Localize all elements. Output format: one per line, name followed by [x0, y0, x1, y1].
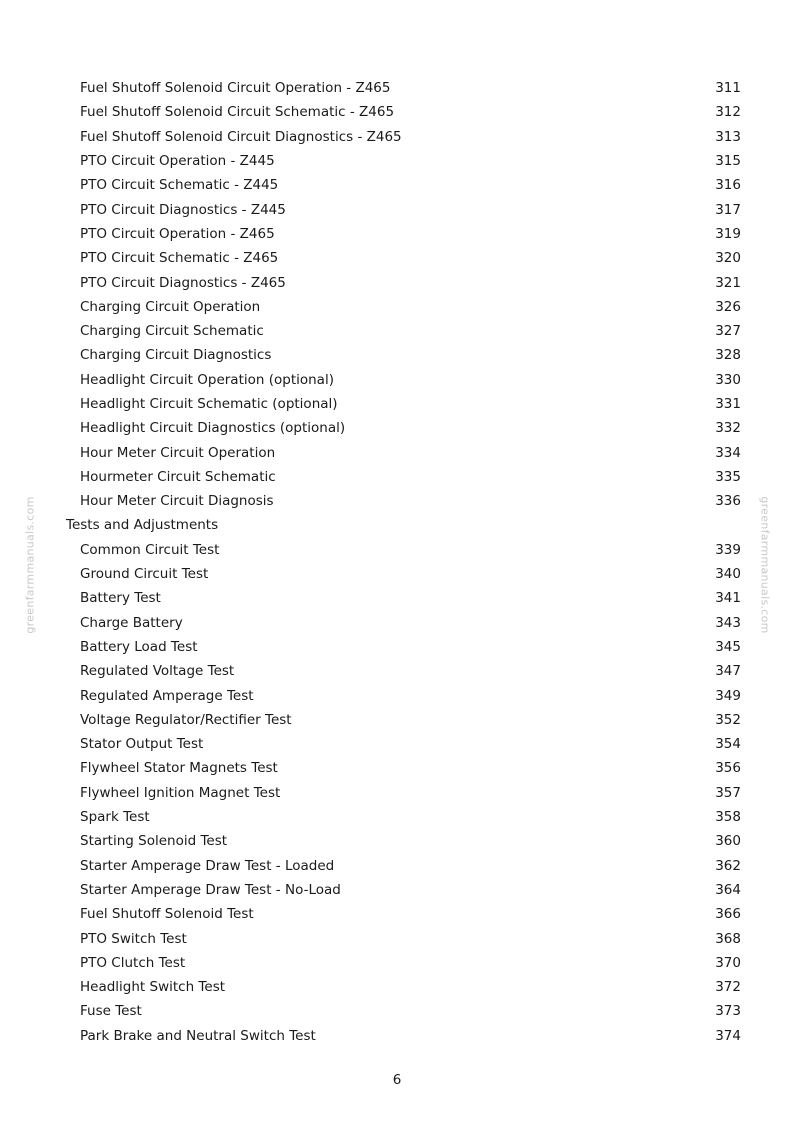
watermark-right: greenfarmmanuals.com [758, 496, 772, 634]
toc-entry-page: 341 [715, 590, 741, 607]
toc-entry-page: 370 [715, 954, 741, 971]
toc-entry[interactable] [0, 197, 794, 221]
toc-entry[interactable] [0, 270, 794, 294]
toc-entry-title: Charging Circuit Diagnostics [80, 347, 272, 364]
toc-entry-page: 339 [715, 541, 741, 558]
toc-entry-title: PTO Circuit Operation - Z445 [80, 153, 275, 170]
toc-entry-title: PTO Circuit Schematic - Z465 [80, 250, 279, 267]
toc-entry[interactable] [0, 829, 794, 853]
toc-entry-page: 332 [715, 420, 741, 437]
toc-entry-title: Starter Amperage Draw Test - Loaded [80, 857, 335, 874]
toc-entry-page: 358 [715, 809, 741, 826]
toc-entry-title: Hour Meter Circuit Diagnosis [80, 493, 274, 510]
toc-entry-page: 336 [715, 493, 741, 510]
toc-entry[interactable] [0, 732, 794, 756]
toc-entry[interactable] [0, 683, 794, 707]
toc-entry-page: 343 [715, 614, 741, 631]
toc-entry-page: 362 [715, 857, 741, 874]
toc-entry-page: 315 [715, 153, 741, 170]
toc-entry-title: PTO Circuit Diagnostics - Z445 [80, 201, 286, 218]
toc-entry-title: Fuel Shutoff Solenoid Test [80, 906, 254, 923]
toc-entry-page: 327 [715, 323, 741, 340]
toc-entry-title: Common Circuit Test [80, 541, 220, 558]
toc-entry[interactable] [0, 125, 794, 149]
toc-entry-title: PTO Clutch Test [80, 954, 186, 971]
toc-entry-page: 352 [715, 711, 741, 728]
toc-entry[interactable] [0, 440, 794, 464]
toc-entry[interactable] [0, 611, 794, 635]
toc-entry[interactable] [0, 538, 794, 562]
toc-entry[interactable] [0, 76, 794, 100]
toc-entry-title: Battery Test [80, 590, 161, 607]
toc-entry-title: Hourmeter Circuit Schematic [80, 468, 276, 485]
toc-section-heading [0, 513, 794, 537]
toc-entry-title: PTO Circuit Schematic - Z445 [80, 177, 279, 194]
toc-entry-title: Headlight Circuit Diagnostics (optional) [80, 420, 346, 437]
toc-entry-title: Starter Amperage Draw Test - No-Load [80, 881, 341, 898]
toc-entry[interactable] [0, 756, 794, 780]
toc-entry[interactable] [0, 562, 794, 586]
toc-entry[interactable] [0, 805, 794, 829]
toc-entry[interactable] [0, 1024, 794, 1048]
toc-entry-page: 374 [715, 1027, 741, 1044]
toc-entry-page: 360 [715, 833, 741, 850]
toc-entry[interactable] [0, 951, 794, 975]
toc-entry-title: PTO Switch Test [80, 930, 187, 947]
toc-entry[interactable] [0, 708, 794, 732]
toc-entry-page: 354 [715, 736, 741, 753]
toc-entry[interactable] [0, 854, 794, 878]
toc-entry-page: 326 [715, 298, 741, 315]
toc-entry-page: 319 [715, 225, 741, 242]
toc-entry[interactable] [0, 999, 794, 1023]
toc-entry-title: Spark Test [80, 809, 150, 826]
toc-entry-page: 321 [715, 274, 741, 291]
toc-entry-title: Tests and Adjustments [66, 517, 219, 534]
toc-entry-title: Headlight Circuit Schematic (optional) [80, 396, 338, 412]
toc-entry[interactable] [0, 246, 794, 270]
toc-entry[interactable] [0, 586, 794, 610]
toc-entry-title: Regulated Amperage Test [80, 687, 254, 704]
page-number: 6 [392, 1072, 402, 1088]
toc-entry[interactable] [0, 489, 794, 513]
toc-entry[interactable] [0, 392, 794, 416]
toc-entry[interactable] [0, 368, 794, 392]
toc-entry[interactable] [0, 781, 794, 805]
toc-entry-page: 312 [715, 104, 741, 121]
toc-entry[interactable] [0, 149, 794, 173]
toc-entry-page: 313 [715, 128, 741, 145]
toc-entry[interactable] [0, 295, 794, 319]
toc-entry-title: PTO Circuit Diagnostics - Z465 [80, 274, 286, 291]
toc-entry[interactable] [0, 878, 794, 902]
toc-entry[interactable] [0, 343, 794, 367]
toc-entry-title: Fuel Shutoff Solenoid Circuit Operation - Z465 [80, 80, 391, 97]
toc-entry-title: PTO Circuit Operation - Z465 [80, 225, 275, 242]
toc-entry-page: 331 [715, 396, 741, 412]
toc-entry-title: Charging Circuit Schematic [80, 323, 264, 340]
toc-entry-title: Fuel Shutoff Solenoid Circuit Schematic - Z465 [80, 104, 395, 121]
toc-entry[interactable] [0, 100, 794, 124]
toc-entry[interactable] [0, 416, 794, 440]
toc-entry[interactable] [0, 659, 794, 683]
toc-entry-page: 349 [715, 687, 741, 704]
toc-entry-title: Flywheel Ignition Magnet Test [80, 784, 281, 801]
toc-entry-title: Battery Load Test [80, 638, 198, 655]
toc-entry[interactable] [0, 975, 794, 999]
toc-entry-title: Starting Solenoid Test [80, 833, 228, 850]
toc-entry-title: Fuel Shutoff Solenoid Circuit Diagnostics - Z465 [80, 128, 402, 145]
toc-entry-title: Park Brake and Neutral Switch Test [80, 1027, 316, 1044]
toc-entry-title: Charge Battery [80, 614, 183, 631]
toc-entry-page: 340 [715, 566, 741, 583]
toc-entry-page: 356 [715, 760, 741, 777]
toc-entry-page: 366 [715, 906, 741, 923]
toc-entry-page: 316 [715, 177, 741, 194]
toc-entry-page: 364 [715, 881, 741, 898]
table-of-contents [0, 76, 794, 1048]
toc-entry-title: Hour Meter Circuit Operation [80, 444, 276, 461]
toc-entry-page: 328 [715, 347, 741, 364]
toc-entry-page: 373 [715, 1003, 741, 1020]
toc-entry-page: 334 [715, 444, 741, 461]
toc-entry[interactable] [0, 319, 794, 343]
toc-entry-page: 345 [715, 638, 741, 655]
toc-entry[interactable] [0, 635, 794, 659]
toc-entry-title: Ground Circuit Test [80, 566, 209, 583]
toc-entry-page: 317 [715, 201, 741, 218]
toc-entry-page: 330 [715, 371, 741, 388]
toc-entry-title: Stator Output Test [80, 736, 204, 753]
toc-entry-page: 372 [715, 979, 741, 996]
toc-entry-title: Headlight Switch Test [80, 979, 226, 996]
toc-entry-page: 335 [715, 468, 741, 485]
toc-entry[interactable] [0, 902, 794, 926]
toc-entry-page: 347 [715, 663, 741, 680]
toc-entry-title: Regulated Voltage Test [80, 663, 235, 680]
toc-entry[interactable] [0, 173, 794, 197]
toc-entry-title: Voltage Regulator/Rectifier Test [80, 711, 292, 728]
toc-entry-page: 357 [715, 784, 741, 801]
toc-entry-title: Charging Circuit Operation [80, 298, 261, 315]
toc-entry[interactable] [0, 222, 794, 246]
toc-entry-page: 320 [715, 250, 741, 267]
toc-entry[interactable] [0, 926, 794, 950]
toc-entry-page: 311 [715, 80, 741, 97]
toc-entry-page: 368 [715, 930, 741, 947]
watermark-left: greenfarmmanuals.com [23, 496, 37, 634]
toc-entry-title: Flywheel Stator Magnets Test [80, 760, 278, 777]
toc-entry[interactable] [0, 465, 794, 489]
toc-entry-title: Headlight Circuit Operation (optional) [80, 371, 334, 388]
toc-entry-title: Fuse Test [80, 1003, 142, 1020]
